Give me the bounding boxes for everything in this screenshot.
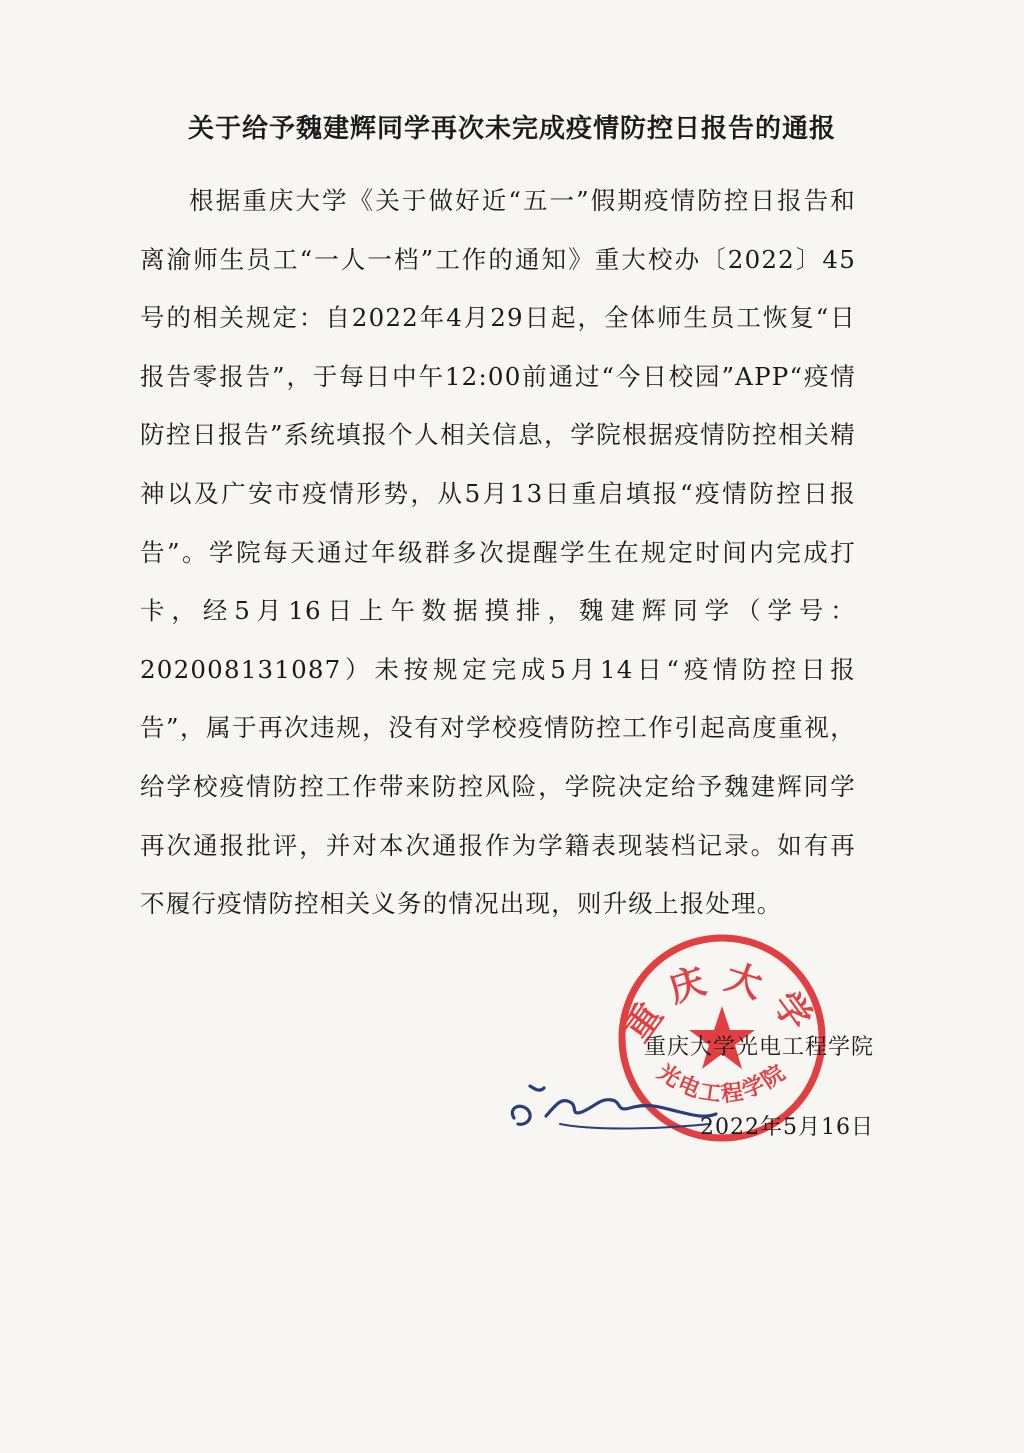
seal-text-top: 重庆大学 (616, 956, 828, 1050)
document-title: 关于给予魏建辉同学再次未完成疫情防控日报告的通报 (187, 114, 836, 144)
signature-org: 重庆大学光电工程学院 (643, 1035, 874, 1060)
document-body: 根据重庆大学《关于做好近“五一”假期疫情防控日报告和离渝师生员工“一人一档”工作的通知》重大校办〔2022〕45号的相关规定：自2022年4月29日起，全体师生员工恢复“日报告零报告”，于每日中午12:00前通过“今日校园”APP“疫情防控日报告”系统填报个人相关信息，学院根据疫情防控相关精神以及广安市疫情形势，从5月13日重启填报“疫情防控日报告”。学院每天通过年级群多次提醒学生在规定时间内完成打卡，经5月16日上午数据摸排，魏建辉同学（学号：202008131087）未按规定完成5月14日“疫情防控日报告”，属于再次违规，没有对学校疫情防控工作引起高度重视，给学校疫情防控工作带来防控风险，学院决定给予魏建辉同学再次通报批评，并对本次通报作为学籍表现装档记录。如有再不履行疫情防控相关义务的情况出现，则升级上报处理。 (140, 186, 856, 919)
handwritten-signature (500, 1068, 720, 1138)
signature-date: 2022年5月16日 (700, 1115, 874, 1140)
seal-text-bottom: 光电工程学院 (652, 1059, 792, 1108)
